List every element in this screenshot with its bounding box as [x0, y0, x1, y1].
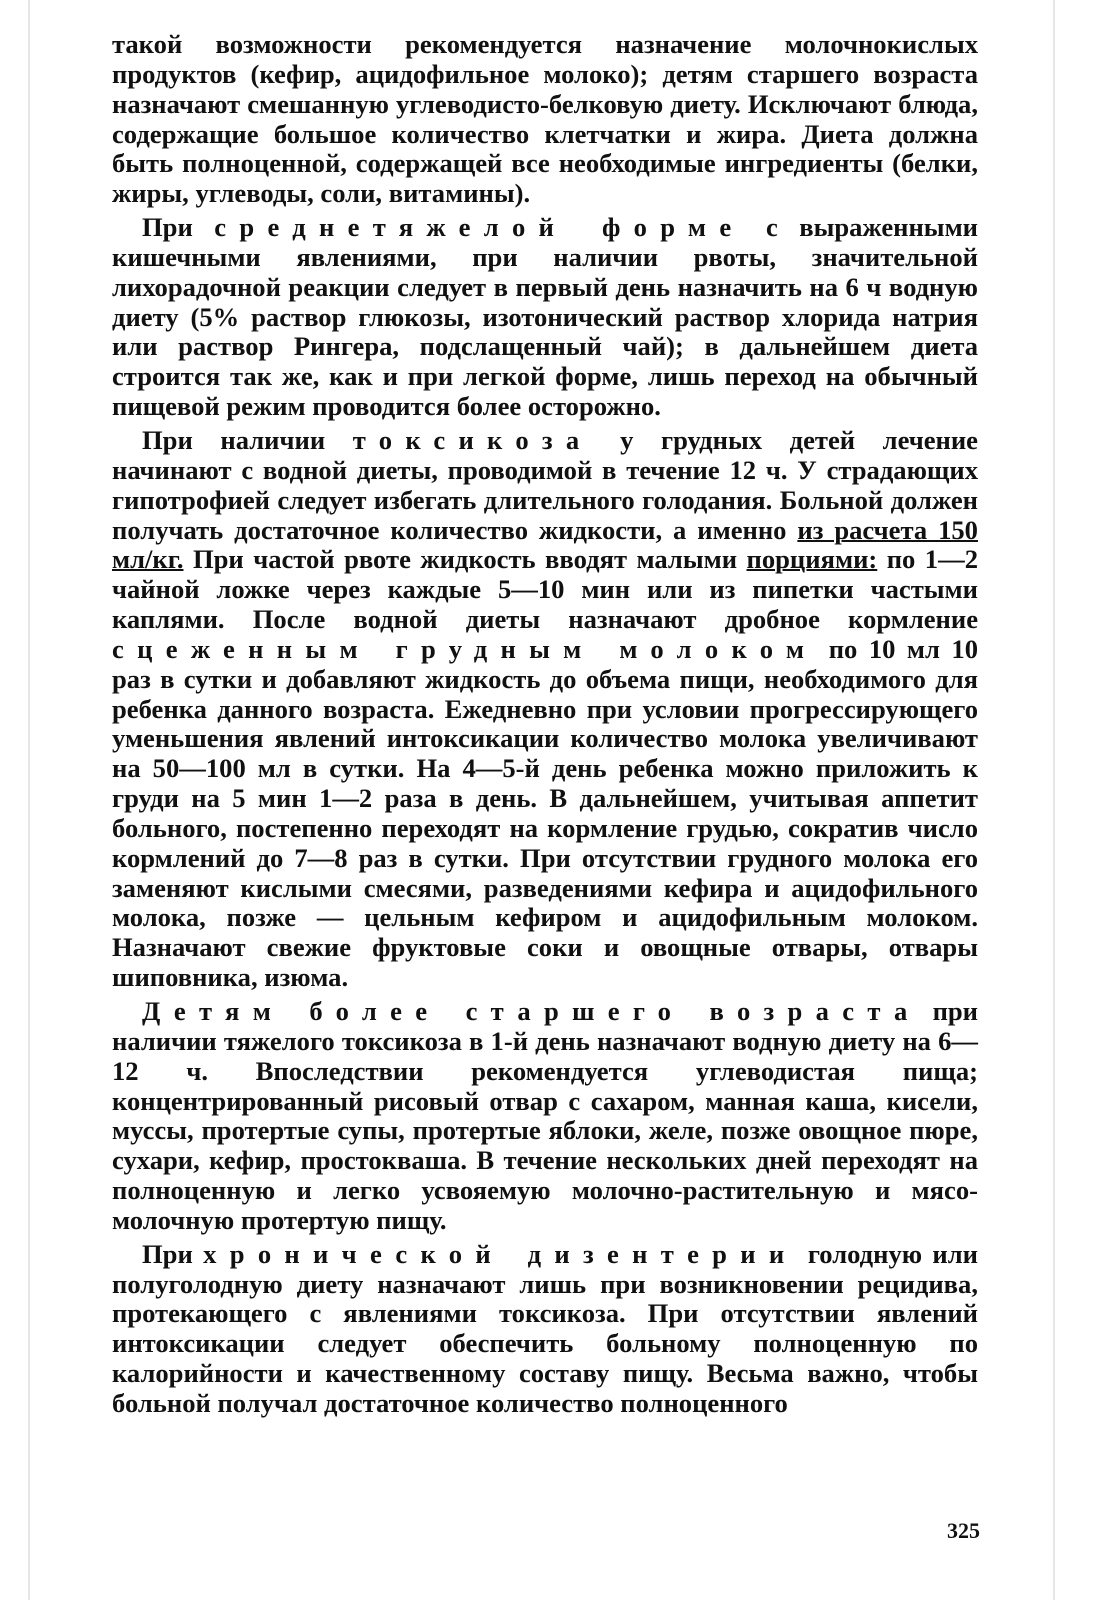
spaced-emphasis: сцеженным грудным молоком: [112, 633, 818, 664]
text-run: по 10 мл 10 раз в сутки и добавляют жидкость до объема пищи, необходимого для ребенка данного возраста. Ежедневно при условии прогрессирующего уменьшения явлений интоксикации количество молока увеличивают на 50—100 мл в сутки. На 4—5-й день ребенка можно приложить к груди на 5 мин 1—2 раза в день. В дальнейшем, учитывая аппетит больного, постепенно переходят на кормление грудью, сократив число кормлений до 7—8 раз в сутки. При отсутствии грудного молока его заменяют кислыми смесями, разведениями кефира и ацидофильного молока, позже — цельным кефиром и ацидофильным молоком. Назначают свежие фруктовые соки и овощные отвары, отвары шиповника, изюма.: [112, 633, 978, 993]
page-edge-left: [28, 0, 30, 1600]
underlined-text: из расчета 150 мл/кг.: [112, 514, 978, 575]
underlined-text: порциями:: [746, 544, 878, 575]
paragraph-2: [112, 213, 978, 422]
spaced-emphasis: токсикоза: [352, 424, 593, 455]
text-run: голодную или полуголодную диету назначают лишь при возникновении рецидива, протекающего с явлениями токсикоза. При отсутствии явлений интоксикации следует обеспечить больному полноценную по калорийности и качественному составу пищу. Весьма важно, чтобы больной получал достаточное количество полноценного: [112, 1238, 978, 1418]
text-run: по 1—2 чайной ложке через каждые 5—10 мин или из пипетки частыми каплями. После водной диеты назначают дробное кормление: [112, 544, 978, 635]
spaced-emphasis: хронической дизентерии: [203, 1238, 798, 1269]
text-run: такой возможности рекомендуется назначение молочнокислых продуктов (кефир, ацидофильное молоко); детям старшего возраста назначают смешанную углеводисто-белковую диету. Исключают блюда, содержащие большое количество клетчатки и жира. Диета должна быть полноценной, содержащей все необходимые ингредиенты (белки, жиры, углеводы, соли, витамины).: [112, 29, 978, 209]
paragraph-1: [112, 30, 978, 209]
text-run: При: [142, 212, 215, 243]
text-run: у грудных детей лечение начинают с водной диеты, проводимой в течение 12 ч. У страдающих гипотрофией следует избегать длительного голодания. Больной должен получать достаточное количество жидкости, а именно: [112, 424, 978, 545]
text-run: При: [142, 1238, 204, 1269]
text-run: При частой рвоте жидкость вводят малыми: [183, 544, 747, 575]
paragraph-5: [112, 1240, 978, 1419]
text-run: При наличии: [142, 424, 353, 455]
paragraph-4: [112, 997, 978, 1236]
spaced-emphasis: Детям более старшего возраста: [142, 996, 921, 1026]
text-run: с выраженными кишечными явлениями, при наличии рвоты, значительной лихорадочной реакции следует в первый день назначить на 6 ч водную диету (5% раствор глюкозы, изотонический раствор хлорида натрия или раствор Рингера, подслащенный чай); в дальнейшем диета строится так же, как и при легкой форме, лишь переход на обычный пищевой режим проводится более осторожно.: [112, 212, 979, 422]
text-run: при наличии тяжелого токсикоза в 1-й день назначают водную диету на 6—12 ч. Впоследствии рекомендуется углеводистая пища; концентрированный рисовый отвар с сахаром, манная каша, кисели, муссы, протертые супы, протертые яблоки, желе, позже овощное пюре, сухари, кефир, простокваша. В течение нескольких дней переходят на полноценную и легко усвояемую молочно-растительную и мясо-молочную протертую пищу.: [112, 996, 978, 1235]
paragraph-3: [112, 426, 978, 993]
page-body: [112, 30, 978, 1419]
page-edge-right: [1053, 0, 1055, 1600]
spaced-emphasis: среднетяжелой форме: [214, 212, 745, 243]
page-number: 325: [947, 1518, 980, 1543]
